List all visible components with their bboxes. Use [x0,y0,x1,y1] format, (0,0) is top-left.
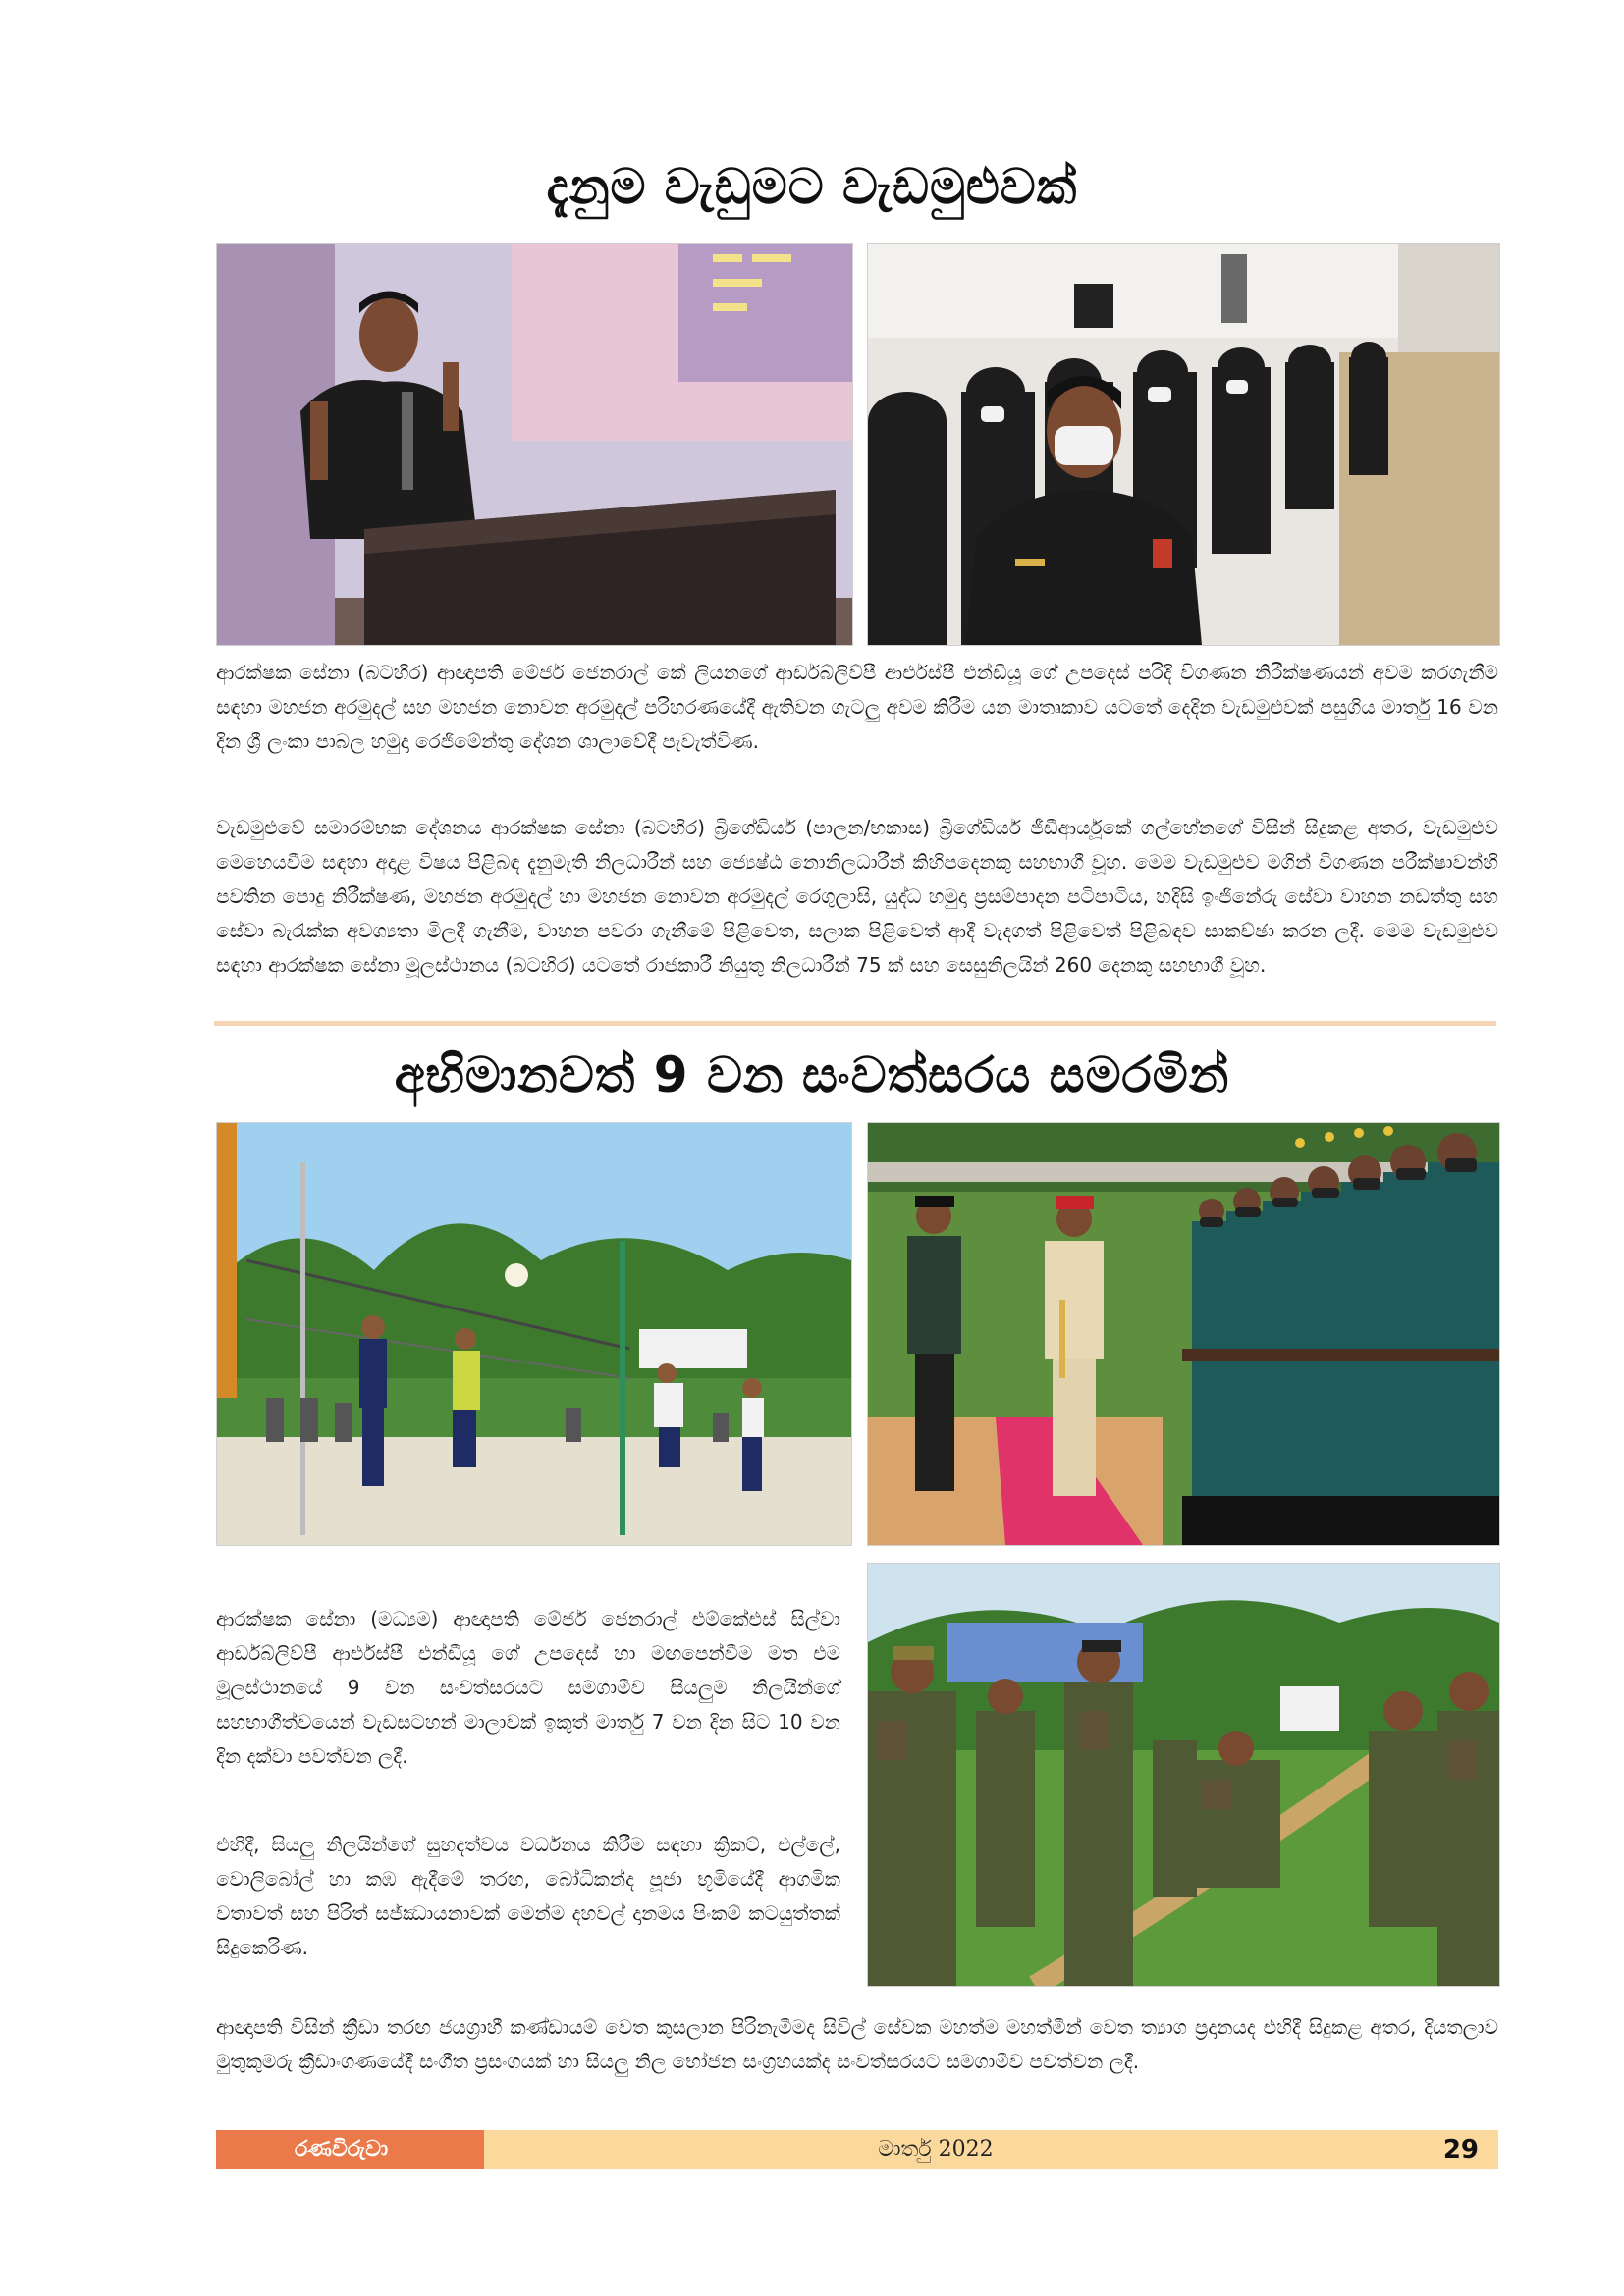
section-divider [214,1021,1496,1026]
article2-paragraph-3: ආඥාපති විසින් ක්‍රීඩා තරඟ ජයග්‍රාහී කණ්ඩායම් වෙත කුසලාන පිරිනැමීමද සිවිල් සේවක මහත්ම මහත්මීන් වෙත ත්‍යාග ප්‍රදානයද එහිදී සිදුකළ අතර, දියතලාව මුතුකුමරු ක්‍රීඩාංගණයේදී සංගීත ප්‍රසංගයක් හා සියලු නිල භෝජන සංග්‍රහයක්ද සංවත්සරයට සමගාමීව පවත්වන ලදී. [216,2015,1498,2073]
article2-paragraph-1: ආරක්ෂක සේනා (මධ්‍යම) ආඥාපති මේජර් ජෙනරාල් එම්කේඑස් සිල්වා ආර්ඩබ්ලිව්පී ආර්එස්පී එන්ඩීයූ ගේ උපදෙස් හා මඟපෙන්වීම මත එම මූලස්ථානයේ 9 වන සංවත්සරයට සමගාමීව සියලුම නිලයින්ගේ සහභාගීත්වයෙන් වැඩසටහන් මාලාවක් ඉකුත් මාර්තු 7 වන දින සිට 10 වන දින දක්වා පවත්වන ලදී. [216,1607,840,1768]
photo-seated-audience [867,243,1500,646]
footer-magazine-name: රණවිරුවා [295,2137,389,2162]
footer-issue-date: මාර්තු 2022 [878,2137,994,2162]
article2-paragraph-2: එහිදී, සියලු නිලයින්ගේ සුහදත්වය වර්ධනය කිරීම සඳහා ක්‍රිකට්, එල්ලේ, වොලිබෝල් හා කඹ ඇදීමේ තරඟ, බෝධිකන්ද පූජා භූමියේදී ආගමික වතාවත් සහ පිරිත් සජ්ඣායනාවක් මෙන්ම දහවල් දානමය පිංකම් කටයුත්තක් සිදුකෙරිණ. [216,1833,840,1959]
footer-issue-bar [484,2130,1498,2169]
footer-magazine-bar [216,2130,484,2169]
photo-tug-of-war [867,1563,1500,1987]
photo-speaker-podium [216,243,853,646]
article1-paragraph-2: වැඩමුළුවේ සමාරම්භක දේශනය ආරක්ෂක සේනා (බටහිර) බ්‍රිගේඩියර් (පාලන/භකාස) බ්‍රිගේඩියර් ජීඩීආර්යූකේ ගල්හේනගේ විසින් සිදුකළ අතර, වැඩමුළුව මෙහෙයවීම සඳහා අදාළ විෂය පිළිබඳ දැනුමැති නිලධාරීන් සහ ජ්‍යෙෂ්ඨ නොනිලධාරීන් කිහිපදෙනකු සහභාගී වූහ. මෙම වැඩමුළුව මගින් විගණන පරීක්ෂාවන්හි පවතින පොදු නිරීක්ෂණ, මහජන අරමුදල් හා මහජන නොවන අරමුදල් රෙගුලාසි, යුද්ධ හමුදා ප්‍රසම්පාදන පටිපාටිය, හදිසි ඉංජිනේරු සේවා වාහන නඩත්තු සහ සේවා බැරැක්ක අවශ්‍යතා මිලදී ගැනීම, වාහන පවරා ගැනීමේ පිළිවෙත, සලාක පිළිවෙත් ආදී වැදගත් පිළිවෙත් පිළිබඳව සාකච්ඡා කරන ලදී. මෙම වැඩමුළුව සඳහා ආරක්ෂක සේනා මූලස්ථානය (බටහිර) යටතේ රාජකාරී නියුතු නිලධාරීන් 75 ක් සහ සෙසුනිලයින් 260 දෙනකු සහභාගී වූහ. [216,816,1498,977]
article1-title: දැනුම වැඩුමට වැඩමුළුවක් [546,158,1078,215]
article1-paragraph-1: ආරක්ෂක සේනා (බටහිර) ආඥාපති මේජර් ජෙනරාල් කේ ලියනගේ ආර්ඩබ්ලිව්පී ආර්එස්පී එන්ඩීයූ ගේ උපදෙස් පරිදි විගණන නිරීක්ෂණයන් අවම කරගැනීම සඳහා මහජන අරමුදල් සහ මහජන නොවන අරමුදල් පරිහරණයේදී ඇතිවන ගැටලු අවම කිරීම යන මාතෘකාව යටතේ දෙදින වැඩමුළුවක් පසුගිය මාර්තු 16 වන දින ශ්‍රී ලංකා පාබල හමුදා රෙජිමේන්තු දේශන ශාලාවේදී පැවැත්විණ. [216,661,1498,753]
page-number: 29 [1442,2135,1479,2164]
photo-guard-of-honour [867,1122,1500,1546]
photo-volleyball-match [216,1122,852,1546]
article2-title: අභිමානවත් 9 වන සංවත්සරය සමරමින් [394,1046,1230,1103]
